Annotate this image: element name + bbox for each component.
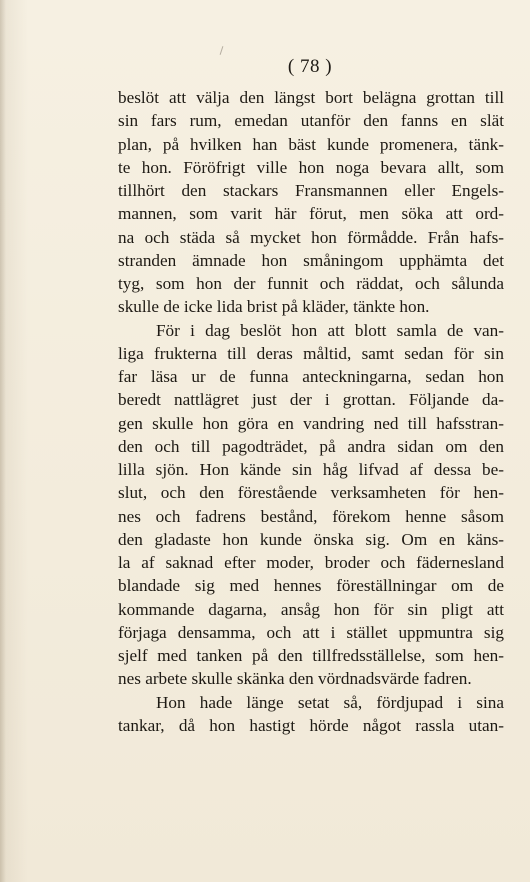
- text-line: plan, på hvilken han bäst kunde promenera, tänk-: [118, 134, 504, 154]
- text-line: beredt nattlägret just der i grottan. Följande da-: [118, 390, 504, 410]
- text-line: sin fars rum, emedan utanför den fanns en slät: [118, 111, 504, 131]
- body-text: [118, 86, 504, 737]
- text-line: liga frukterna till deras måltid, samt sedan för sin: [118, 343, 504, 363]
- paragraph-start: För i dag beslöt hon att blott samla de van-: [156, 320, 504, 340]
- text-line: tyg, som hon der funnit och räddat, och sålunda: [118, 274, 504, 293]
- text-line: kommande dagarna, ansåg hon för sin pligt att: [118, 599, 504, 619]
- text-line: blandade sig med hennes föreställningar om de: [118, 576, 504, 596]
- paragraph-start: Hon hade länge setat så, fördjupad i sina: [156, 692, 504, 712]
- text-line: la af saknad efter moder, broder och fädernesland: [118, 553, 504, 572]
- text-line: stranden ämnade hon småningom upphämta det: [118, 250, 504, 270]
- paper-speck: [220, 46, 224, 55]
- text-line: far läsa ur de funna anteckningarna, sedan hon: [118, 367, 504, 386]
- text-line: beslöt att välja den längst bort belägna grottan till: [118, 88, 504, 107]
- text-line: na och städa så mycket hon förmådde. Från hafs-: [118, 227, 504, 247]
- text-line: den gladaste hon kunde önska sig. Om en käns-: [118, 529, 504, 549]
- text-line: mannen, som varit här förut, men söka att ord-: [118, 204, 504, 224]
- text-line: förjaga densamma, och att i stället uppmuntra sig: [118, 622, 504, 642]
- text-line: skulle de icke lida brist på kläder, tänkte hon.: [118, 297, 430, 317]
- text-line: tillhört den stackars Fransmannen eller Engels-: [118, 181, 504, 200]
- text-line: den och till pagodträdet, på andra sidan om den: [118, 436, 504, 456]
- page-number: ( 78 ): [287, 56, 333, 77]
- text-line: slut, och den förestående verksamheten för hen-: [118, 483, 504, 503]
- text-line: te hon. Föröfrigt ville hon noga bevara allt, som: [118, 157, 504, 177]
- gutter-shadow: [0, 0, 6, 882]
- text-line: nes arbete skulle skänka den vördnadsvärde fadren.: [118, 669, 472, 689]
- text-line: lilla sjön. Hon kände sin håg lifvad af dessa be-: [118, 460, 504, 479]
- text-line: sjelf med tanken på den tillfredsställelse, som hen-: [118, 646, 504, 665]
- text-line: tankar, då hon hastigt hörde något rassla utan-: [118, 715, 504, 735]
- text-line: gen skulle hon göra en vandring ned till hafsstran-: [118, 413, 504, 433]
- text-line: nes och fadrens bestånd, förekom henne såsom: [118, 506, 504, 526]
